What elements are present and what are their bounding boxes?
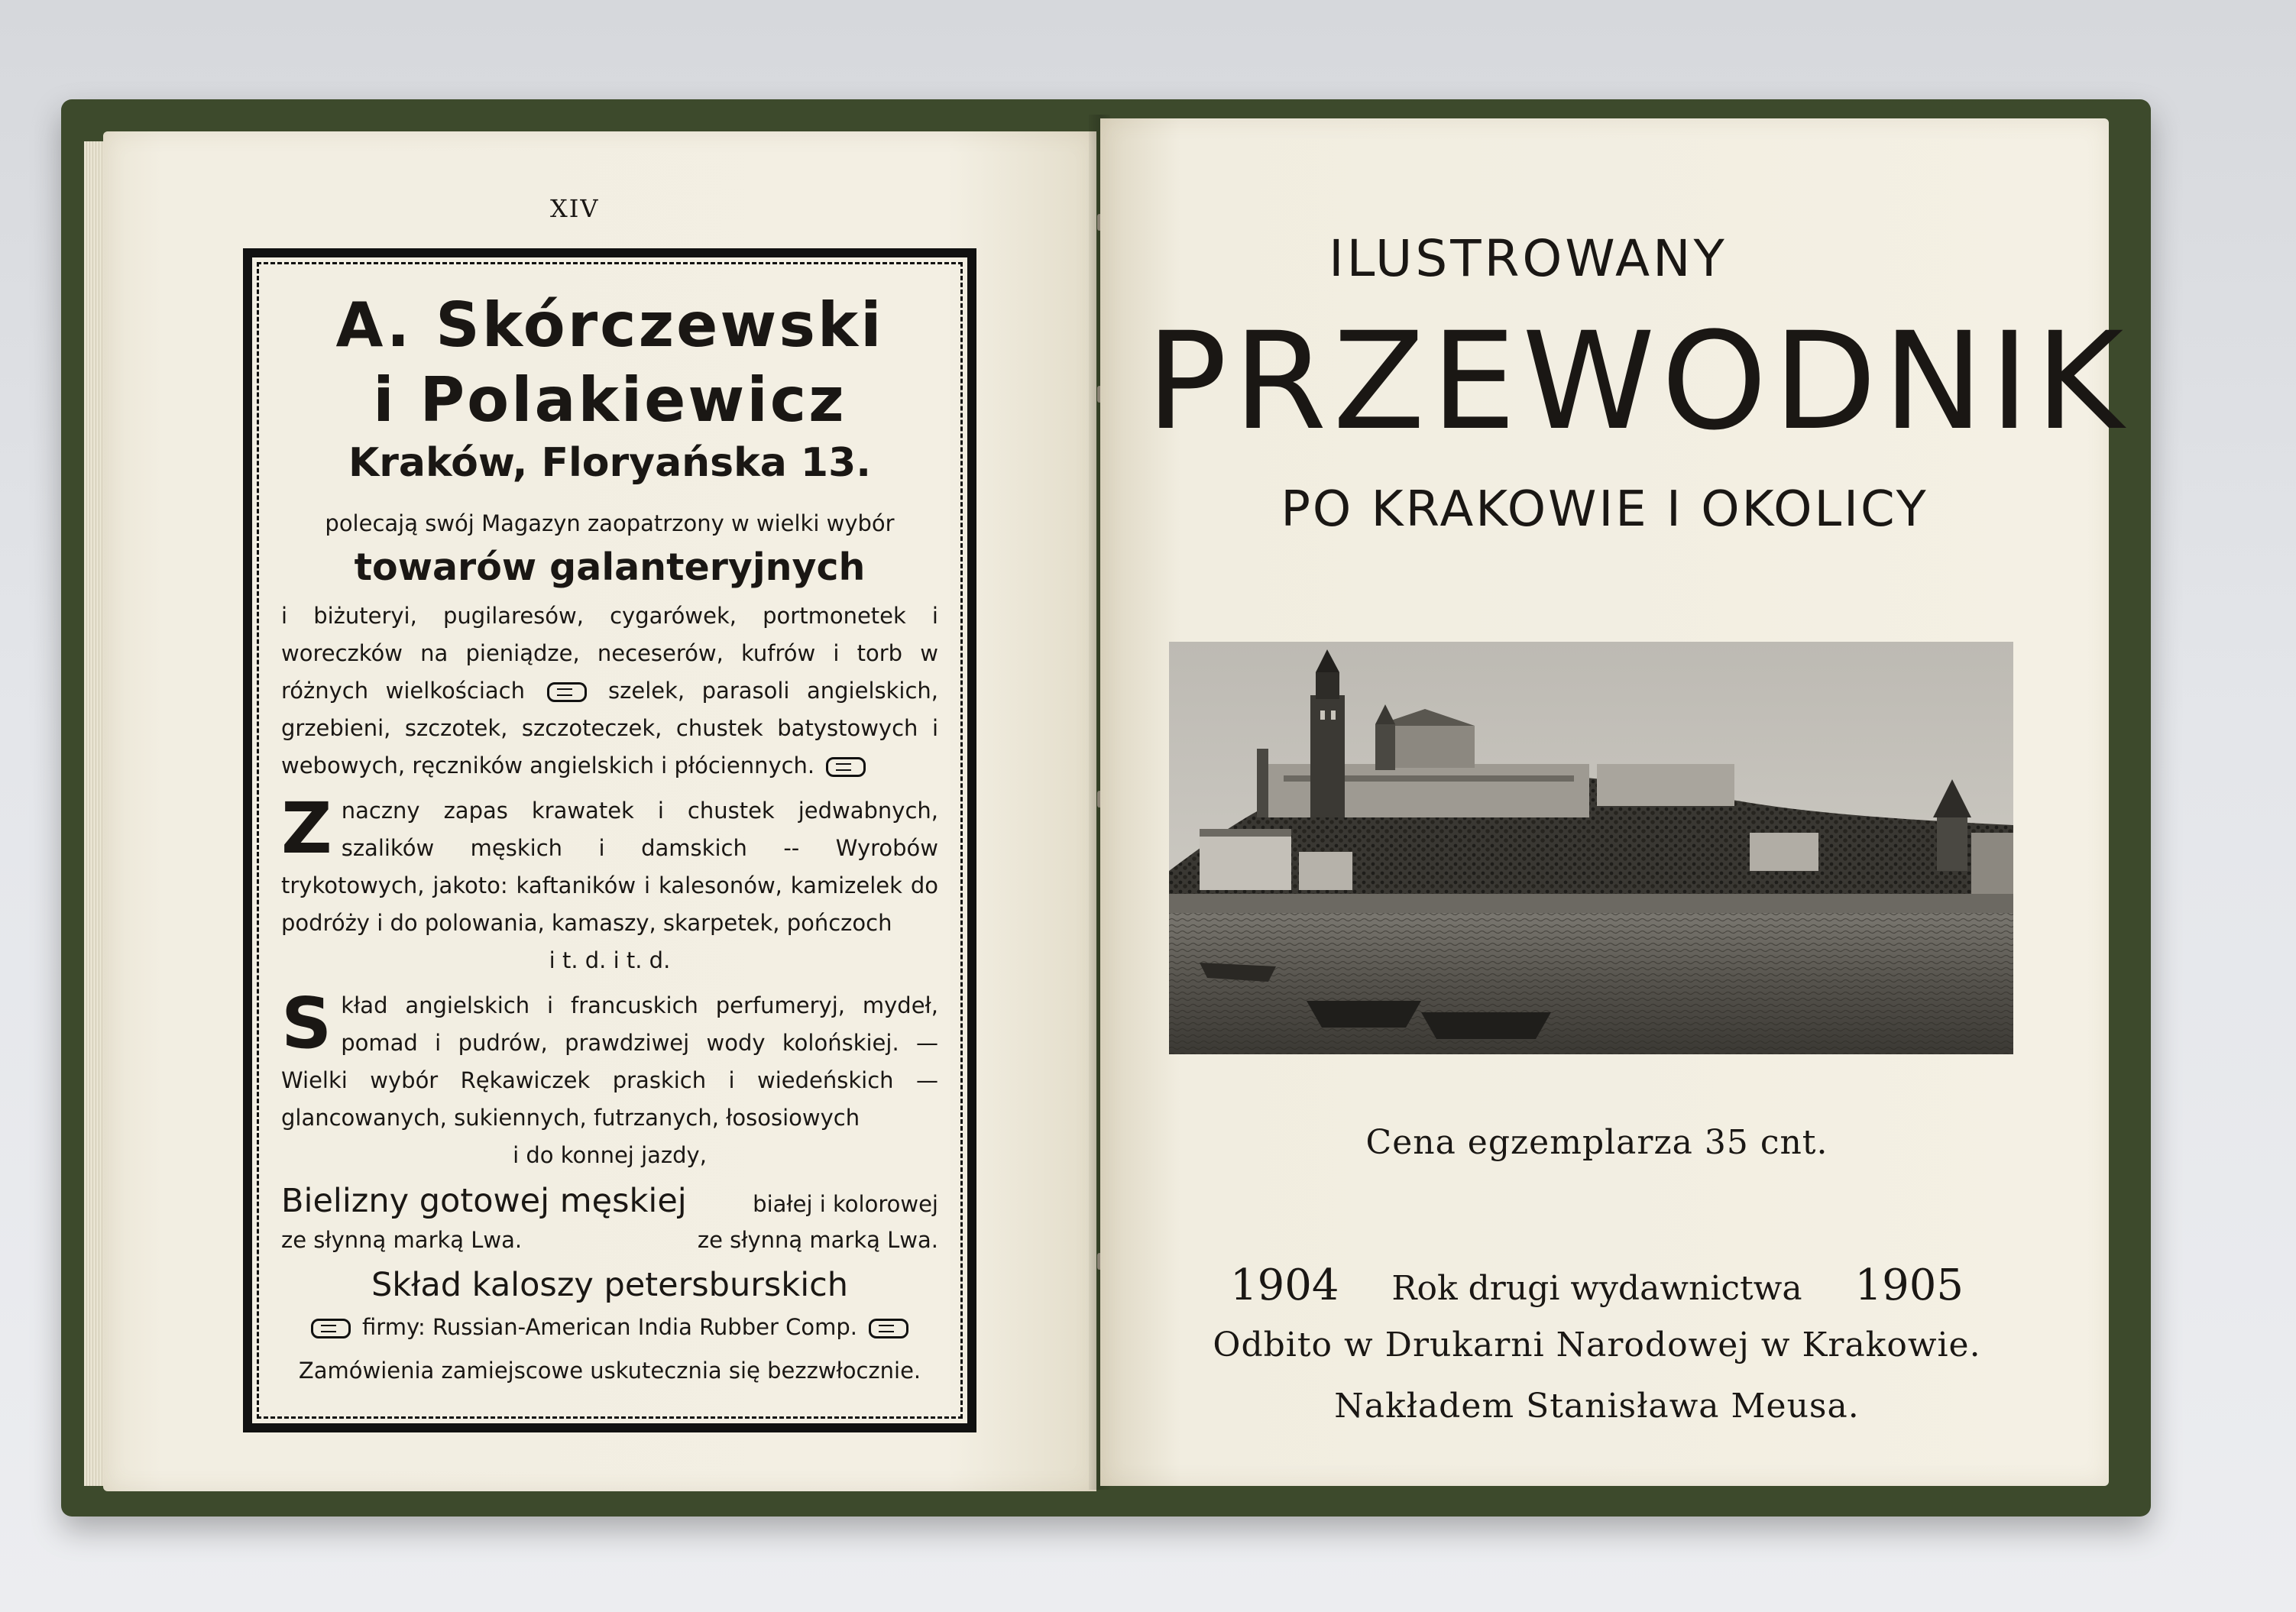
castle-illustration (1169, 642, 2013, 1054)
title-small: ILUSTROWANY (1329, 229, 1728, 288)
linen-line (281, 1179, 938, 1223)
publisher-line: Nakładem Stanisława Meusa. (1334, 1387, 1860, 1426)
goods-text-1: i biżuteryi, pugilaresów, cygarówek, portmonetek i woreczków na pieniądze, neceserów, kufrów i torb w różnych wielkościach (281, 603, 938, 704)
stock-end: i t. d. i t. d. (549, 947, 671, 973)
brand-line (281, 1223, 938, 1257)
orders-note: Zamówienia zamiejscowe uskutecznia się bezzwłocznie. (298, 1358, 921, 1384)
printer-line: Odbito w Drukarni Narodowej w Krakowie. (1213, 1326, 1981, 1364)
title-subtitle: PO KRAKOWIE I OKOLICY (1281, 481, 1928, 538)
title-main: PRZEWODNIK (1146, 303, 2130, 460)
linen-colors: białej i kolorowej (753, 1191, 938, 1217)
goods-highlight: towarów galanteryjnych (354, 545, 866, 589)
advertisement (281, 288, 938, 1393)
edition-line (1230, 1261, 1964, 1310)
ornament-icon (547, 682, 587, 702)
rubber-firm: firmy: Russian-American India Rubber Comp. (362, 1314, 857, 1340)
goods-text (281, 597, 938, 785)
perfume-text: kład angielskich i francuskich perfumeryj, mydeł, pomad i pudrów, prawdziwej wody kolońskiej. — Wielki wybór Rękawiczek praskich i wiedeńskich — glancowanych, sukiennych, futrzanych, łososiowych (281, 992, 938, 1131)
stock-text: naczny zapas krawatek i chustek jedwabnych, szalików męskich i damskich -- Wyrobów trykotowych, jakoto: kaftaników i kalesonów, kamizelek do podróży i do polowania, kamaszy, skarpetek, pończoch (281, 798, 938, 936)
year-end: 1905 (1854, 1261, 1964, 1310)
perfume-paragraph (281, 982, 938, 1137)
rubber-line (281, 1309, 938, 1346)
stock-paragraph (281, 788, 938, 942)
ornament-icon (869, 1319, 908, 1338)
linen-heading: Bielizny gotowej męskiej (281, 1182, 687, 1220)
brand-right: ze słynną marką Lwa. (697, 1227, 938, 1253)
year-start: 1904 (1230, 1261, 1339, 1310)
edition-text: Rok drugi wydawnictwa (1391, 1269, 1802, 1308)
dropcap-z: Z (281, 788, 332, 869)
firm-address: Kraków, Floryańska 13. (348, 440, 872, 486)
page-number: XIV (550, 194, 600, 223)
firm-name-line2: i Polakiewicz (373, 364, 847, 435)
ornament-icon (311, 1319, 351, 1338)
ornament-icon (826, 757, 866, 777)
brand-left: ze słynną marką Lwa. (281, 1227, 523, 1253)
perfume-end: i do konnej jazdy, (513, 1142, 707, 1168)
price-line: Cena egzemplarza 35 cnt. (1365, 1123, 1828, 1162)
goods-text-2: szelek, parasoli angielskich, grzebieni, szczotek, szczoteczek, chustek batystowych i webowych, ręczników angielskich i płóciennych. (281, 678, 939, 778)
intro-text: polecają swój Magazyn zaopatrzony w wielki wybór (325, 510, 895, 536)
advertisement-frame (243, 248, 976, 1432)
galoshes-heading: Skład kaloszy petersburskich (371, 1266, 849, 1304)
dropcap-s: S (281, 982, 332, 1064)
firm-name-line1: A. Skórczewski (335, 290, 884, 361)
